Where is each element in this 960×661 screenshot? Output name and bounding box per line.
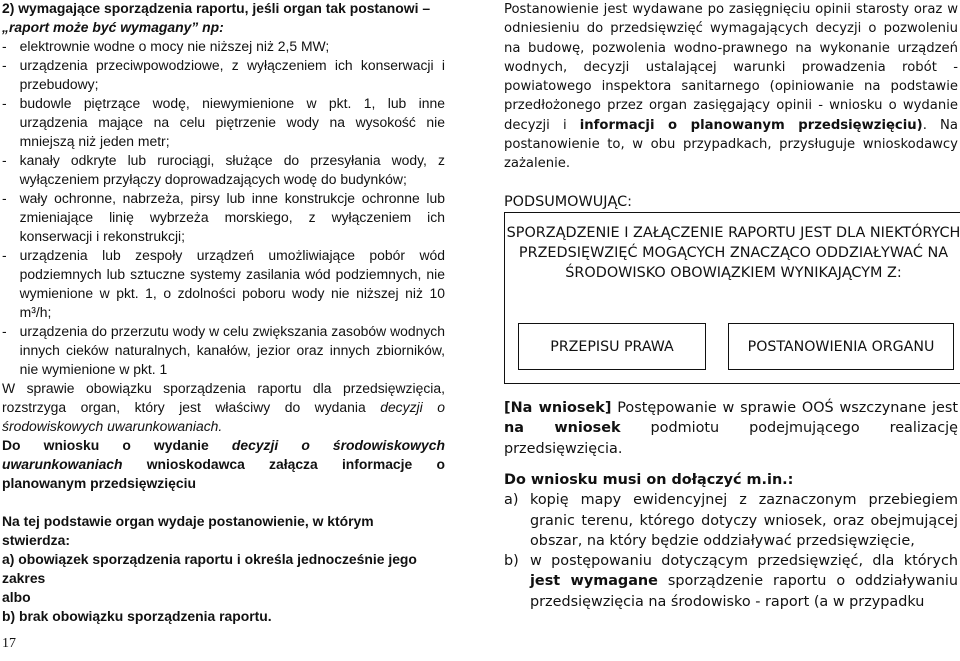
- option-or: albo: [2, 590, 31, 606]
- paragraph-application: Do wniosku o wydanie decyzji o środowiskowych uwarunkowaniach wnioskodawca załącza informacje o planowanym przedsięwzięciu: [2, 438, 445, 492]
- section-heading-2: „raport może być wymagany” np:: [2, 20, 224, 36]
- list-item: - elektrownie wodne o mocy nie niższej niż 2,5 MW;: [2, 39, 330, 55]
- list-item: - wały ochronne, nabrzeża, pirsy lub inne konstrukcje ochronne lub zmieniające linię wybrzeża morskiego, z wyłączeniem ich konserwacji i rekonstrukcji;: [2, 191, 445, 245]
- application-section: [504, 398, 958, 459]
- summary-box-title: SPORZĄDZENIE I ZAŁĄCZENIE RAPORTU JEST DLA NIEKTÓRYCH PRZEDSIĘWZIĘĆ MOGĄCYCH ZNACZĄCO ODDZIAŁYWAĆ NA ŚRODOWISKO OBOWIĄZKIEM WYNIKAJĄCYM Z:: [506, 225, 960, 281]
- attachments-section: [504, 470, 958, 612]
- list-item: - urządzenia przeciwpowodziowe, z wyłączeniem ich konserwacji i przebudowy;: [2, 58, 445, 93]
- authority-decision-box: POSTANOWIENIA ORGANU: [728, 323, 954, 370]
- left-column: [2, 0, 445, 627]
- attachments-heading: Do wniosku musi on dołączyć m.in.:: [504, 472, 794, 488]
- paragraph-obligation: W sprawie obowiązku sporządzenia raportu dla przedsięwzięcia, rozstrzyga organ, który jest właściwy do wydania decyzji o środowiskowych uwarunkowaniach.: [2, 381, 445, 435]
- paragraph-opinion: Postanowienie jest wydawane po zasięgnięciu opinii starosty oraz w odniesieniu do przedsięwzięć wymagających decyzji o pozwoleniu na budowę, pozwolenia wodno-prawnego na wykonanie urządzeń wodnych, decyzji ustalającej warunki prowadzenia robót - powiatowego inspektora sanitarnego (opiniowanie na podstawie przedłożonego przez organ zasięgający opinii - wniosku o wydanie decyzji i informacji o planowanym przedsięwzięciu). Na postanowienie to, w obu przypadkach, przysługuje wnioskodawcy zażalenie.: [504, 2, 958, 172]
- page-number: 17: [2, 636, 16, 651]
- section-heading: 2) wymagające sporządzenia raportu, jeśli organ tak postanowi –: [2, 1, 431, 17]
- paragraph-on-request: [Na wniosek] Postępowanie w sprawie OOŚ wszczynane jest na wniosek podmiotu podejmującego realizację przedsięwzięcia.: [504, 400, 958, 457]
- summary-heading: PODSUMOWUJĄC:: [504, 193, 632, 210]
- list-item: - urządzenia lub zespoły urządzeń umożliwiające pobór wód podziemnych lub sztuczne systemy zasilania wód podziemnych, nie wymienione w pkt. 1, o zdolności poboru wody nie niższej niż 10 m³/h;: [2, 248, 445, 321]
- list-item: - kanały odkryte lub rurociągi, służące do przesyłania wody, z wyłączeniem przyłączy doprowadzających wodę do budynków;: [2, 153, 445, 188]
- law-provision-box: PRZEPISU PRAWA: [518, 323, 706, 370]
- right-column: [504, 0, 958, 212]
- list-item: b) w postępowaniu dotyczącym przedsięwzięć, dla których jest wymagane sporządzenie raportu o oddziaływaniu przedsięwzięcia na środowisko - raport (a w przypadku: [504, 553, 958, 610]
- option-a: a) obowiązek sporządzenia raportu i określa jednocześnie jego zakres: [2, 552, 417, 587]
- option-b: b) brak obowiązku sporządzenia raportu.: [2, 609, 272, 625]
- list-item: - urządzenia do przerzutu wody w celu zwiększania zasobów wodnych innych cieków naturalnych, kanałów, jezior oraz innych zbiorników, nie wymienione w pkt. 1: [2, 324, 445, 378]
- list-item: - budowle piętrzące wodę, niewymienione w pkt. 1, lub inne urządzenia mające na celu piętrzenie wody na wysokość nie mniejszą niż jeden metr;: [2, 96, 445, 150]
- paragraph-decision: Na tej podstawie organ wydaje postanowienie, w którym stwierdza:: [2, 514, 374, 549]
- list-item: a) kopię mapy ewidencyjnej z zaznaczonym przebiegiem granic terenu, którego dotyczy wniosek, oraz obejmującej obszar, na który będzie oddziaływać przedsięwzięcie,: [504, 492, 958, 549]
